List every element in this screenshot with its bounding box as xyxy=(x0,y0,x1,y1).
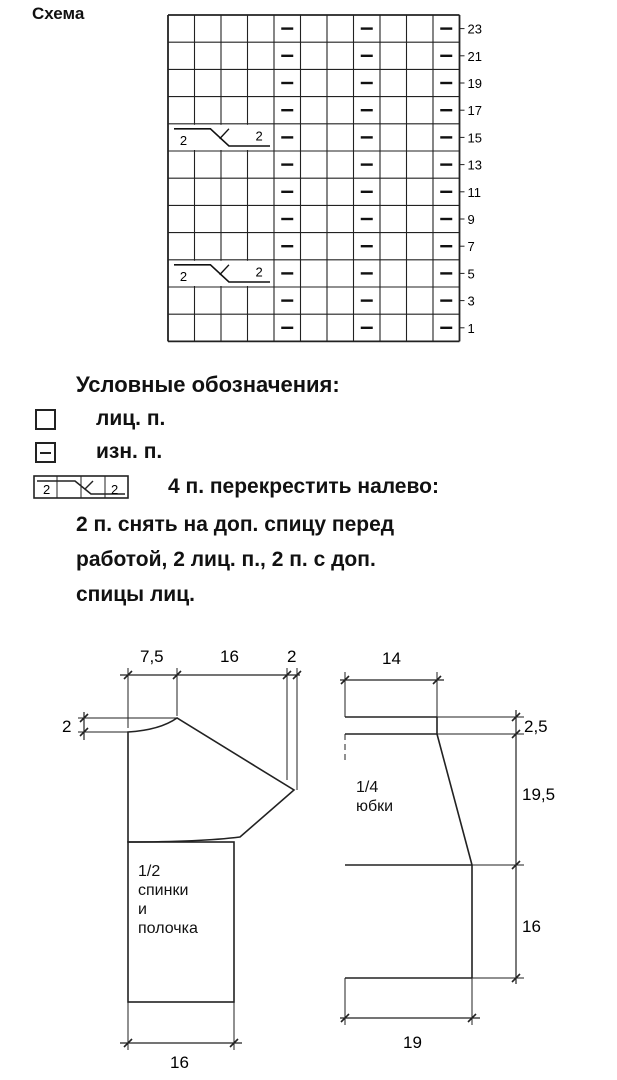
cable-left-count: 2 xyxy=(179,133,188,148)
skirt-dim-band: 2,5 xyxy=(524,717,548,736)
cable-right-count: 2 xyxy=(255,128,263,144)
skirt-label: 1/4 юбки xyxy=(356,779,394,815)
chart-row-number: 1 xyxy=(467,320,475,336)
skirt-dim-waist: 14 xyxy=(382,649,401,668)
bodice-schematic xyxy=(78,668,300,1050)
bodice-dim-width: 16 xyxy=(170,1053,189,1072)
chart-row-number: 3 xyxy=(467,293,475,309)
scheme-title: Схема xyxy=(32,4,85,23)
chart-row-number: 13 xyxy=(467,157,482,173)
bodice-dim-shoulder: 7,5 xyxy=(140,647,164,666)
cable-icon-left-count: 2 xyxy=(43,482,51,497)
chart-row-number: 19 xyxy=(467,76,482,91)
skirt-schematic xyxy=(340,672,524,1025)
bodice-dim-cuff: 2 xyxy=(287,647,297,666)
legend-knit-text: лиц. п. xyxy=(96,407,166,430)
chart-row-number: 21 xyxy=(467,48,482,64)
legend-cable-text: 4 п. перекрестить налево: xyxy=(168,475,439,498)
legend-cable-description: 2 п. снять на доп. спицу перед работой, 2 лиц. п., 2 п. с доп. спицы лиц. xyxy=(76,513,395,606)
skirt-side-slope xyxy=(437,734,472,865)
skirt-dim-upper: 19,5 xyxy=(522,785,556,804)
bodice-dim-sleeve: 16 xyxy=(220,647,239,666)
skirt-tick-marks xyxy=(341,676,520,1022)
cable-left-count: 2 xyxy=(179,269,188,284)
chart-row-number: 9 xyxy=(467,212,475,227)
chart-row-number: 5 xyxy=(467,266,475,282)
chart-row-number: 11 xyxy=(467,184,481,200)
bodice-label: 1/2 спинки и полочка xyxy=(138,863,198,937)
legend-purl-text: изн. п. xyxy=(96,440,163,463)
cable-icon-right-count: 2 xyxy=(111,482,119,497)
chart-row-number: 23 xyxy=(467,21,482,37)
legend-title: Условные обозначения: xyxy=(76,372,340,397)
bodice-dim-neck-depth: 2 xyxy=(62,717,72,736)
cable-right-count: 2 xyxy=(255,264,263,280)
bodice-outline xyxy=(128,718,294,842)
skirt-dim-hem: 19 xyxy=(403,1033,422,1052)
bodice-tick-marks xyxy=(80,671,301,1047)
chart-row-number: 15 xyxy=(467,130,482,146)
chart-row-number: 7 xyxy=(467,239,475,255)
skirt-dim-lower: 16 xyxy=(522,917,541,936)
chart-row-number: 17 xyxy=(467,103,482,119)
